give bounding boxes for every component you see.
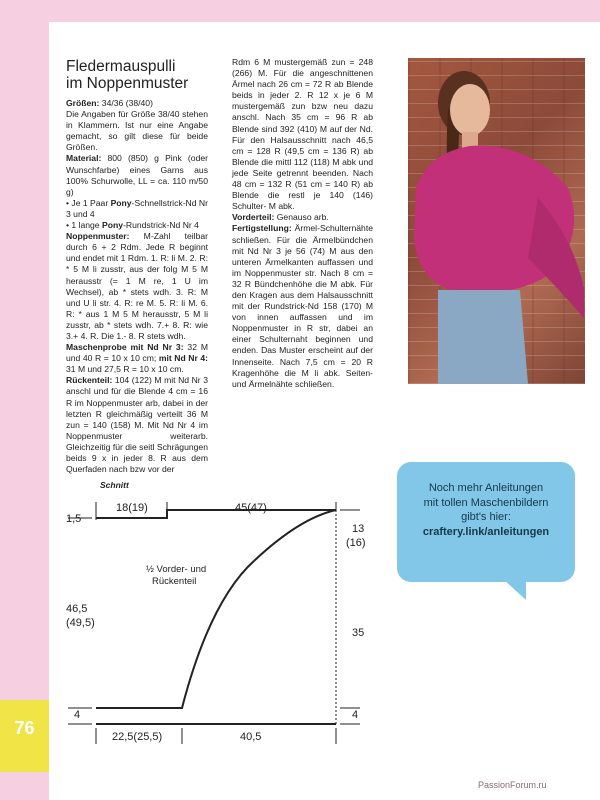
finishing-heading: Fertigstellung: — [232, 223, 292, 234]
pattern-outline — [96, 510, 336, 708]
dim-top-left: 18(19) — [116, 502, 148, 514]
front-piece-text: Genauso arb. — [274, 212, 329, 223]
front-piece-heading: Vorderteil: — [232, 212, 275, 223]
dim-left-mid-alt: (49,5) — [66, 617, 95, 629]
needles-item-2-a: • 1 lange — [66, 220, 102, 231]
gauge-heading-2: mit Nd Nr 4: — [158, 353, 209, 364]
schematic-label: Schnitt — [100, 480, 129, 490]
finishing-text: Ärmel-Schulternähte schließen. Für die Ärmelbündchen mit Nd Nr 3 je 56 (74) M aus den unteren Ärmelkanten auffassen und im Noppenmuster str. Nach 8 cm = 32 R Bündchenhöhe die M abk. Für den Kragen aus dem Halsausschnitt mit der Rundstrick-Nd 158 (170) M von innen auffassen und im Noppenmuster in R str, dabei an einer Schulternaht beginnen und enden. Das Muster erscheint auf der Innenseite. Nach 7,5 cm = 20 R Kragenhöhe die M li abk. Seiten- und Ärmelnähte schließen. — [232, 223, 373, 389]
dim-right-mid-value: 35 — [352, 627, 365, 639]
needles-item-1-c: -Schnellstrick-Nd Nr 3 und 4 — [66, 197, 208, 219]
dim-bottom-right: 40,5 — [240, 731, 262, 743]
needles-item-1-a: • Je 1 Paar — [66, 197, 111, 208]
title-line-2: im Noppenmuster — [66, 75, 189, 92]
promo-line-3: gibt's hier: — [461, 511, 511, 523]
page-number: 76 — [14, 718, 35, 738]
gauge-heading: Maschenprobe mit Nd Nr 3: — [66, 342, 184, 353]
back-piece-text: 104 (122) M mit Nd Nr 3 anschl und für die Blende 4 cm = 16 R im Noppenmuster arb, dabei in der letzten R gleichmäßig verteilt 36 M zun = 140 (158) M. Mit Nd Nr 4 im Noppenmuster weiterarb. Gleichzeitig für die seitl Schrägungen beids 9 x in jeder 8. R aus dem Querfaden nach bzw vor der — [66, 375, 208, 475]
promo-link[interactable]: craftery.link/anleitungen — [422, 525, 550, 538]
schematic-inner-2: Rückenteil — [152, 576, 197, 587]
watermark: PassionForum.ru — [478, 780, 547, 790]
gauge-text-2: 31 M und 27,5 R = 10 x 10 cm. — [66, 364, 184, 375]
dim-bottom-left: 22,5(25,5) — [112, 731, 163, 743]
photo-credit-text: Foto: Sophie Jendreyko — [383, 218, 390, 292]
sizes-text: 34/36 (38/40) — [99, 98, 153, 108]
promo-line-1: Noch mehr Anleitungen — [428, 482, 544, 494]
needles-item-1-brand: Pony — [110, 197, 132, 208]
material-text: 800 (850) g Pink (oder Wunschfarbe) eines Garns aus 100% Schurwolle, LL = ca. 110 m/50 g) — [66, 153, 208, 197]
gauge-text: 32 M und 40 R = 10 x 10 cm; — [66, 342, 208, 364]
back-piece-continued: Rdm 6 M mustergemäß zun = 248 (266) M. Für die angeschnittenen Ärmel nach 26 cm = 72 R ab Blende beids in jeder 2. R 12 x je 6 M mustergemäß zun bzw neu dazu anschl. Nach 35 cm = 96 R ab Blende sind 392 (410) M auf der Nd. Für den Halsausschnitt nach 46,5 cm = 128 R (49,5 cm = 136 R) ab Blende die mittl 112 (118) M abk und jede Seite getrennt beenden. Nach 48 cm = 132 R (51 cm = 140 R) ab Blende die restl je 140 (146) Schulter- M abk. — [232, 57, 373, 212]
dim-right-bottom-value: 4 — [352, 709, 359, 721]
dim-top-right: 45(47) — [235, 502, 267, 514]
title-line-1: Fledermauspulli — [66, 58, 176, 75]
dim-left-top-value: 1,5 — [66, 513, 82, 525]
sizes-heading: Größen: — [66, 98, 100, 108]
dim-right-top-alt: (16) — [346, 537, 366, 549]
page-number-tab — [0, 700, 49, 772]
stitch-pattern-text: M-Zahl teilbar durch 6 + 2 Rdm. Jede R beginnt und endet mit 1 Rdm. 1. R: li M. 2. R: * 5 M li zusstr, aus der folg M 5 M herausstr (= 1 M re, 1 U im Wechsel), ab * stets wdh. 3. R: M und U li str. 4. R: re M. 5. R: li M. 6. R: * aus 1 M 5 M herausstr, 5 M li zusstr, ab * stets wdh. 7.+ 8. R: wie 3.+ 4. R. Die 1.- 8. R stets wdh. — [66, 231, 208, 341]
needles-item-2-c: -Rundstrick-Nd Nr 4 — [123, 220, 199, 231]
dim-left-mid-value: 46,5 — [66, 603, 88, 615]
back-piece-heading: Rückenteil: — [66, 375, 113, 386]
promo-line-2: mit tollen Maschenbildern — [423, 496, 549, 509]
dim-right-top-value: 13 — [352, 523, 365, 535]
needles-item-2-brand: Pony — [101, 220, 123, 231]
schematic-inner-1: ½ Vorder- und — [146, 564, 207, 575]
dim-left-bottom-value: 4 — [74, 709, 81, 721]
material-heading: Material: — [66, 153, 102, 164]
sizes-note: Die Angaben für Größe 38/40 stehen in Klammern. Ist nur eine Angabe gemacht, so gilt diese für beide Größen. — [66, 109, 208, 153]
stitch-pattern-heading: Noppenmuster: — [66, 231, 130, 242]
